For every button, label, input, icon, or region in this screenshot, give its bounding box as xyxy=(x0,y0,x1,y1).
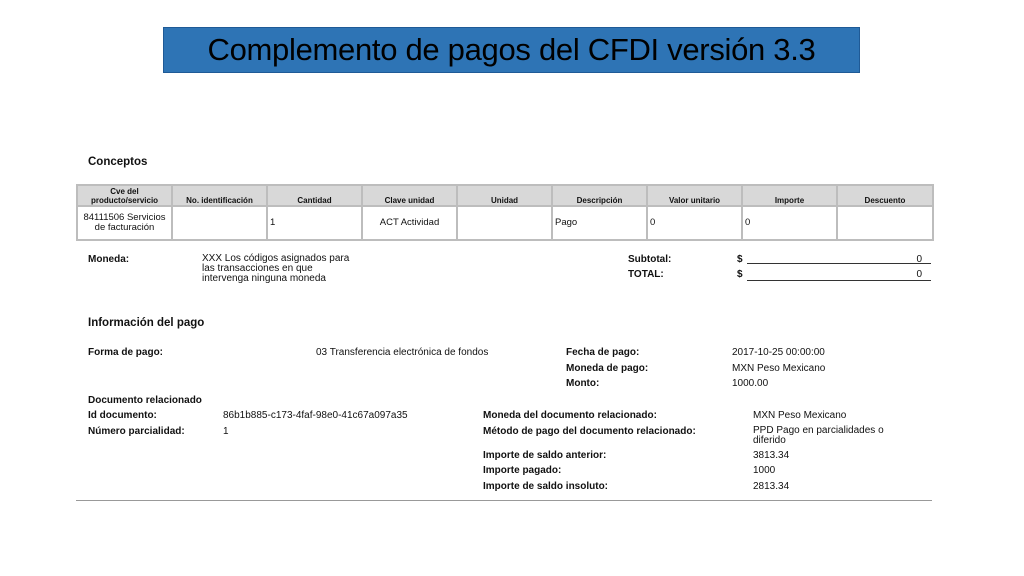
cell-cantidad: 1 xyxy=(267,206,362,240)
parcialidad-label: Número parcialidad: xyxy=(88,426,185,437)
total-label: TOTAL: xyxy=(628,269,664,280)
moneda-doc-label: Moneda del documento relacionado: xyxy=(483,410,657,421)
id-documento-label: Id documento: xyxy=(88,410,157,421)
cell-descripcion: Pago xyxy=(552,206,647,240)
parcialidad-value: 1 xyxy=(223,426,229,437)
subtotal-label: Subtotal: xyxy=(628,254,672,265)
moneda-value: XXX Los códigos asignados para las transacciones en que intervenga ninguna moneda xyxy=(202,253,350,284)
cell-clave-unidad: ACT Actividad xyxy=(362,206,457,240)
slide-title: Complemento de pagos del CFDI versión 3.3 xyxy=(207,32,816,67)
moneda-doc-value: MXN Peso Mexicano xyxy=(753,410,847,421)
saldo-insoluto-label: Importe de saldo insoluto: xyxy=(483,481,609,492)
cell-no-id xyxy=(172,206,267,240)
slide-title-bar xyxy=(163,27,860,73)
subtotal-currency: $ xyxy=(737,254,743,265)
moneda-label: Moneda: xyxy=(88,254,130,265)
col-header-unidad: Unidad xyxy=(457,185,552,206)
metodo-pago-label: Método de pago del documento relacionado: xyxy=(483,426,696,437)
cell-importe: 0 xyxy=(742,206,837,240)
metodo-pago-value: PPD Pago en parcialidades o diferido xyxy=(753,425,884,446)
monto-label: Monto: xyxy=(566,378,600,389)
conceptos-heading: Conceptos xyxy=(88,156,148,168)
importe-pagado-value: 1000 xyxy=(753,465,776,476)
col-header-descripcion: Descripción xyxy=(552,185,647,206)
conceptos-table xyxy=(76,184,934,241)
total-currency: $ xyxy=(737,269,743,280)
col-header-cantidad: Cantidad xyxy=(267,185,362,206)
moneda-pago-value: MXN Peso Mexicano xyxy=(732,363,826,374)
subtotal-value: 0 xyxy=(916,254,922,265)
forma-pago-value: 03 Transferencia electrónica de fondos xyxy=(316,347,489,358)
cell-unidad xyxy=(457,206,552,240)
table-row xyxy=(77,206,933,240)
col-header-importe: Importe xyxy=(742,185,837,206)
monto-value: 1000.00 xyxy=(732,378,769,389)
col-header-descuento: Descuento xyxy=(837,185,933,206)
bottom-divider xyxy=(76,500,932,501)
documento-heading: Documento relacionado xyxy=(88,395,202,406)
id-documento-value: 86b1b885-c173-4faf-98e0-41c67a097a35 xyxy=(223,410,408,421)
cell-valor-unitario: 0 xyxy=(647,206,742,240)
importe-pagado-label: Importe pagado: xyxy=(483,465,562,476)
saldo-anterior-value: 3813.34 xyxy=(753,450,790,461)
fecha-pago-value: 2017-10-25 00:00:00 xyxy=(732,347,825,358)
cell-cve: 84111506 Servicios de facturación xyxy=(77,206,172,240)
moneda-pago-label: Moneda de pago: xyxy=(566,363,649,374)
pago-heading: Información del pago xyxy=(88,317,205,329)
table-header-row xyxy=(77,185,933,206)
col-header-valor-unitario: Valor unitario xyxy=(647,185,742,206)
col-header-cve: Cve del producto/servicio xyxy=(77,185,172,206)
saldo-anterior-label: Importe de saldo anterior: xyxy=(483,450,607,461)
forma-pago-label: Forma de pago: xyxy=(88,347,164,358)
col-header-no-id: No. identificación xyxy=(172,185,267,206)
col-header-clave-unidad: Clave unidad xyxy=(362,185,457,206)
total-underline xyxy=(747,280,931,281)
subtotal-underline xyxy=(747,263,931,264)
total-value: 0 xyxy=(916,269,922,280)
cell-descuento xyxy=(837,206,933,240)
saldo-insoluto-value: 2813.34 xyxy=(753,481,790,492)
fecha-pago-label: Fecha de pago: xyxy=(566,347,640,358)
